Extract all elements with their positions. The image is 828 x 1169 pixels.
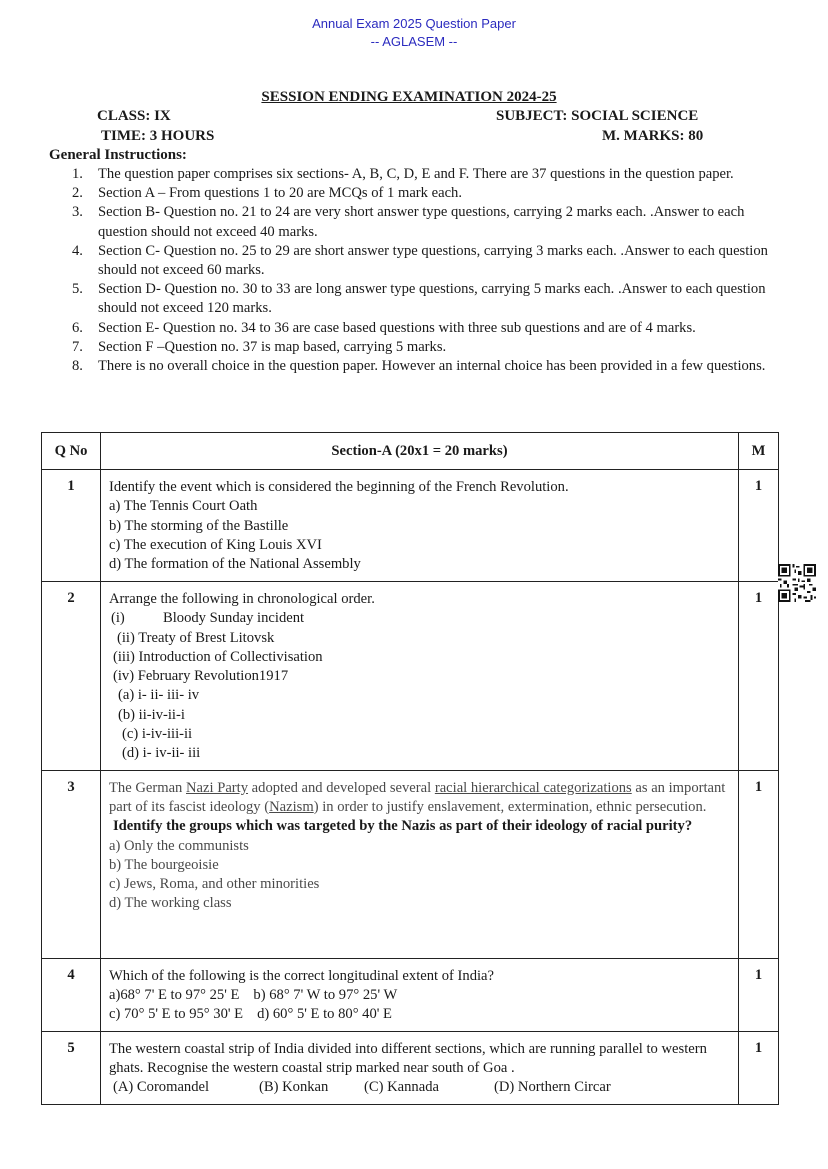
instruction-number: 3. (72, 204, 83, 221)
class-label: CLASS: IX (97, 108, 171, 124)
instruction-number: 6. (72, 319, 83, 336)
option: b) The bourgeoisie (109, 856, 219, 873)
option-line (109, 986, 730, 1005)
question-number: 2 (42, 582, 101, 771)
question-number: 4 (42, 958, 101, 1031)
item-text: Bloody Sunday incident (163, 610, 305, 627)
instruction-text: Section E- Question no. 34 to 36 are case based questions with three sub questions and are of 4 marks. (98, 319, 696, 336)
nazi-party-link[interactable]: Nazi Party (186, 779, 249, 796)
instruction-text: Section D- Question no. 30 to 33 are long answer type questions, carrying 5 marks each. .Answer to each question should not exceed 120 marks. (98, 281, 766, 317)
instruction-item (72, 242, 772, 280)
col-header-section: Section-A (20x1 = 20 marks) (101, 433, 739, 470)
list-item (109, 667, 730, 686)
option: b) The storming of the Bastille (109, 517, 289, 534)
question-text: The western coastal strip of India divided into different sections, which are running parallel to western ghats. Recognise the western coastal strip marked near south of Goa . (109, 1040, 707, 1076)
list-item (109, 629, 730, 648)
table-header-row (42, 433, 779, 470)
passage-text: ) in order to justify enslavement, extermination, ethnic persecution. (313, 798, 707, 815)
instruction-number: 7. (72, 338, 83, 355)
time-label: TIME: 3 HOURS (101, 128, 215, 144)
question-body (101, 1031, 739, 1104)
question-number: 5 (42, 1031, 101, 1104)
question-marks: 1 (739, 582, 779, 771)
option: c) 70° 5' E to 95° 30' E (109, 1006, 244, 1023)
question-body (101, 582, 739, 771)
instruction-number: 5. (72, 281, 83, 298)
option: a) The Tennis Court Oath (109, 498, 258, 515)
option: d) 60° 5' E to 80° 40' E (257, 1006, 392, 1023)
question-marks: 1 (739, 1031, 779, 1104)
question-text: Identify the groups which was targeted by the Nazis as part of their ideology of racial purity? (113, 818, 693, 835)
option: c) Jews, Roma, and other minorities (109, 876, 320, 893)
option: a)68° 7' E to 97° 25' E (109, 986, 240, 1003)
instruction-number: 8. (72, 358, 83, 375)
instruction-text: The question paper comprises six sections- A, B, C, D, E and F. There are 37 questions in the question paper. (98, 166, 734, 182)
instructions-list (72, 165, 772, 376)
option: (d) i- iv-ii- iii (122, 745, 201, 762)
list-item (109, 648, 730, 667)
option: b) 68° 7' W to 97° 25' W (253, 986, 398, 1003)
instruction-item (72, 357, 772, 376)
instruction-text: Section A – From questions 1 to 20 are MCQs of 1 mark each. (98, 185, 462, 202)
subject-label: SUBJECT: SOCIAL SCIENCE (496, 108, 699, 124)
instruction-text: Section F –Question no. 37 is map based, carrying 5 marks. (98, 338, 447, 355)
question-number: 1 (42, 470, 101, 582)
option-line (109, 1005, 730, 1024)
question-body (101, 958, 739, 1031)
max-marks-label: M. MARKS: 80 (602, 128, 704, 144)
question-row-3 (42, 770, 779, 958)
item-number: (ii) (117, 629, 135, 646)
question-row-1 (42, 470, 779, 582)
item-text: Introduction of Collectivisation (138, 648, 323, 665)
passage-text: The German (109, 779, 186, 796)
instruction-item (72, 184, 772, 203)
option: a) Only the communists (109, 837, 249, 854)
option: (A) Coromandel (113, 1079, 210, 1096)
col-header-qno: Q No (42, 433, 101, 470)
watermark-title: Annual Exam 2025 Question Paper (312, 16, 516, 31)
item-number: (i) (111, 610, 125, 627)
question-row-4 (42, 958, 779, 1031)
option: c) The execution of King Louis XVI (109, 536, 322, 553)
passage-text: as an important part of its fascist ideology ( (109, 779, 726, 815)
question-text: Identify the event which is considered the beginning of the French Revolution. (109, 479, 569, 495)
passage-text: adopted and developed several (248, 779, 435, 796)
instruction-text: Section B- Question no. 21 to 24 are very short answer type questions, carrying 2 marks each. .Answer to each question should not exceed 40 marks. (98, 204, 745, 240)
question-number: 3 (42, 770, 101, 958)
item-number: (iv) (113, 668, 135, 685)
question-row-2 (42, 582, 779, 771)
exam-title: SESSION ENDING EXAMINATION 2024-25 (261, 89, 557, 105)
instruction-number: 1. (72, 166, 83, 182)
instruction-item (72, 338, 772, 357)
instructions-heading: General Instructions: (49, 147, 187, 163)
questions-table (41, 432, 779, 1105)
list-item (109, 609, 730, 628)
option: (c) i-iv-iii-ii (122, 726, 193, 743)
question-text: Which of the following is the correct longitudinal extent of India? (109, 967, 494, 984)
option: d) The working class (109, 895, 232, 912)
option: d) The formation of the National Assembly (109, 556, 361, 573)
col-header-marks: M (739, 433, 779, 470)
question-marks: 1 (739, 470, 779, 582)
instruction-text: There is no overall choice in the question paper. However an internal choice has been provided in a few questions. (98, 358, 766, 375)
racial-categorizations-link[interactable]: racial hierarchical categorizations (434, 779, 632, 796)
option: (D) Northern Circar (494, 1079, 611, 1096)
instruction-number: 2. (72, 185, 83, 202)
item-number: (iii) (113, 648, 135, 665)
question-text: Arrange the following in chronological order. (109, 591, 375, 607)
instruction-item (72, 203, 772, 241)
question-passage (109, 779, 730, 818)
instruction-item (72, 280, 772, 318)
option: (B) Konkan (259, 1079, 329, 1096)
option: (b) ii-iv-ii-i (118, 706, 185, 723)
question-body (101, 770, 739, 958)
option: (a) i- ii- iii- iv (118, 687, 200, 704)
question-marks: 1 (739, 958, 779, 1031)
question-marks: 1 (739, 770, 779, 958)
instruction-item (72, 319, 772, 338)
watermark-brand: -- AGLASEM -- (370, 34, 458, 49)
option: (C) Kannada (364, 1079, 439, 1096)
item-text: Treaty of Brest Litovsk (138, 629, 275, 646)
qr-code-icon (778, 564, 816, 602)
instruction-item (72, 165, 772, 184)
item-text: February Revolution1917 (137, 668, 289, 685)
question-row-5 (42, 1031, 779, 1104)
question-body (101, 470, 739, 582)
instruction-text: Section C- Question no. 25 to 29 are short answer type questions, carrying 3 marks each. .Answer to each question should not exceed 60 marks. (98, 242, 768, 279)
option-line (109, 1078, 730, 1097)
nazism-link[interactable]: Nazism (269, 798, 314, 815)
instruction-number: 4. (72, 242, 83, 259)
